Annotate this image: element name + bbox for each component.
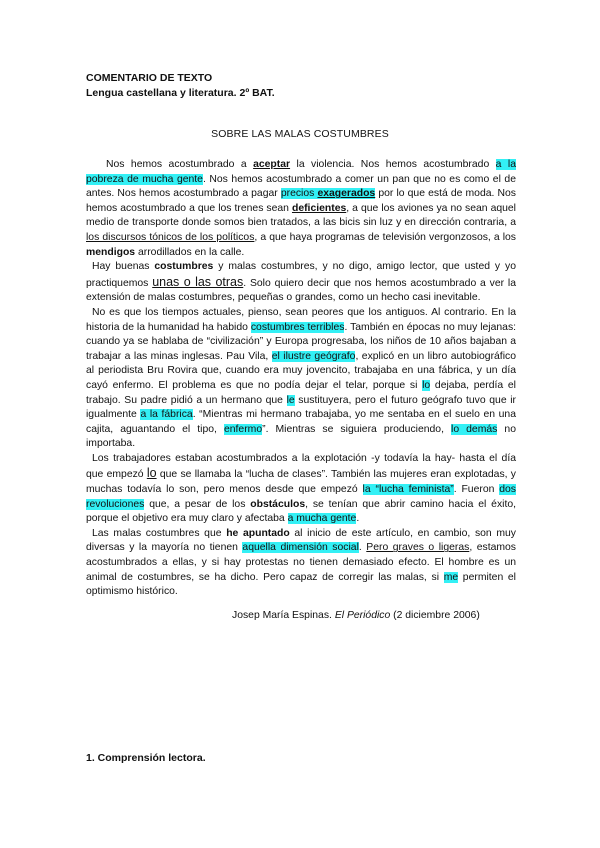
text-run: , a que los aviones ya no sean aquel medio de transporte donde somos bien tratados, a las bicis sin luz y en dirección contraria, a (86, 202, 516, 229)
text-run: . “Mientras mi hermano trabajaba, yo me sentaba en el suelo en una cajita, aguantando el tipo, (86, 409, 516, 435)
highlighted-word: lo (422, 379, 431, 391)
text-run: . (358, 542, 367, 554)
text-run: arrodillados en la calle. (135, 246, 245, 258)
publication-date: (2 diciembre 2006) (390, 610, 480, 621)
highlighted-phrase: a la fábrica (140, 409, 193, 421)
bold-word: costumbres (154, 261, 214, 273)
text-run: no importaba. (86, 423, 516, 450)
text-run: , estamos acostumbrados a ellas, y si hay protestas no tienen demasiado efecto. El hombre es un animal de costumbres, se ha dicho. Pero capaz de corregir las malas, si (86, 542, 516, 583)
paragraph-2 (86, 260, 516, 306)
underlined-phrase: unas o las otras (152, 274, 244, 289)
text-run: Los trabajadores estaban acostumbrados a la explotación -y todavía la hay- hasta el día que empezó (86, 452, 516, 481)
text-run: y malas costumbres, y no digo, amigo lector, que usted y yo practiquemos (86, 261, 516, 289)
text-run: , se tenían que abrir camino hacia el éxito, porque el objetivo era muy claro y afectaba (86, 498, 516, 525)
text-run: No es que los tiempos actuales, pienso, sean peores que los antiguos. Al contrario. En la historia de la humanidad ha habido (86, 306, 516, 333)
highlighted-phrase: lo demás (451, 423, 498, 435)
text-run: . (356, 513, 360, 525)
bold-word: obstáculos (250, 498, 306, 510)
bold-phrase: he apuntado (226, 527, 290, 539)
doc-subheading: Lengua castellana y literatura. 2º BAT. (86, 87, 275, 99)
author-name: Josep María Espinas. (232, 610, 335, 621)
text-run: . Fueron (453, 484, 500, 496)
text-run: dejaba, perdía el trabajo. Su padre pidió a un hermano que (86, 379, 516, 406)
highlighted-phrase: a mucha gente (287, 513, 357, 525)
highlighted-word: me (443, 571, 459, 583)
paragraph-3 (86, 306, 516, 452)
paragraph-5 (86, 527, 516, 600)
text-run: por lo que está de moda. Nos hemos acostumbrado a que los trenes sean (86, 188, 516, 214)
highlighted-phrase: aquella dimensión social (242, 542, 359, 554)
bold-word: mendigos (86, 246, 136, 258)
text-run: Las malas costumbres que (92, 527, 227, 539)
source-name: El Periódico (334, 610, 391, 621)
doc-heading: COMENTARIO DE TEXTO (86, 72, 213, 84)
article-body (86, 158, 516, 600)
underlined-word: lo (146, 466, 157, 481)
paragraph-1 (86, 158, 516, 260)
text-run: . También en épocas no muy lejanas: cuando ya se hablaba de “civilización” y Europa progresaba, los niños de 10 años bajaban a trabajar a las minas inglesas. Pau Vila, (86, 321, 517, 362)
text-run: sustituyera, pero el futuro geógrafo tuvo que ir igualmente (86, 394, 516, 421)
article-signature (232, 610, 480, 621)
text-run: la violencia. Nos hemos acostumbrado (290, 159, 496, 170)
article-title: SOBRE LAS MALAS COSTUMBRES (211, 128, 389, 140)
text-run: que se llamaba la “lucha de clases”. También las mujeres eran explotadas, y muchas todavía lo son, pero menos desde que empezó (86, 469, 516, 496)
highlighted-phrase: la “lucha feminista” (362, 484, 454, 496)
text-run: ”. Mientras se siguiera produciendo, (262, 423, 452, 435)
underlined-word: deficientes (291, 202, 347, 214)
highlighted-underlined-word: exagerados (317, 188, 376, 200)
section-heading: 1. Comprensión lectora. (86, 752, 206, 764)
underlined-word: aceptar (253, 159, 291, 170)
highlighted-phrase: dos revoluciones (86, 484, 516, 510)
paragraph-4 (86, 452, 516, 527)
text-run: al inicio de este artículo, en cambio, son muy diversas y la mayoría no tienen (86, 527, 516, 554)
highlighted-word: enfermo (223, 423, 263, 435)
underlined-phrase: los discursos tónicos de los políticos (86, 231, 255, 243)
text-run: Hay buenas (92, 261, 155, 273)
highlighted-phrase: precios (280, 188, 318, 200)
text-run: , a que haya programas de televisión vergonzosos, a los (254, 231, 517, 243)
text-run: Nos hemos acostumbrado a (106, 159, 254, 170)
text-run: permiten el optimismo histórico. (86, 571, 516, 598)
text-run: . Solo quiero decir que nos hemos acostumbrado a ver la extensión de malas costumbres, pequeñas o grandes, como un hecho casi inevitable. (86, 277, 516, 304)
highlighted-phrase: el ilustre geógrafo (271, 350, 356, 362)
highlighted-phrase: costumbres terribles (250, 321, 345, 333)
text-run: . Nos hemos acostumbrado a comer un pan que no es como el de antes. Nos hemos acostumbrado a pagar (86, 173, 516, 200)
highlighted-phrase: a la pobreza de mucha gente (86, 159, 516, 185)
highlighted-word: le (286, 394, 295, 406)
text-run: que, a pesar de los (144, 498, 251, 510)
underlined-phrase: Pero graves o ligeras (366, 542, 470, 554)
text-run: , explicó en un libro autobiográfico al periodista Bru Rovira que, cuando era muy jovencito, trabajaba en una fábrica, y un día cayó enfermo. El problema es que no podía dejar el telar, porque si (86, 350, 516, 391)
